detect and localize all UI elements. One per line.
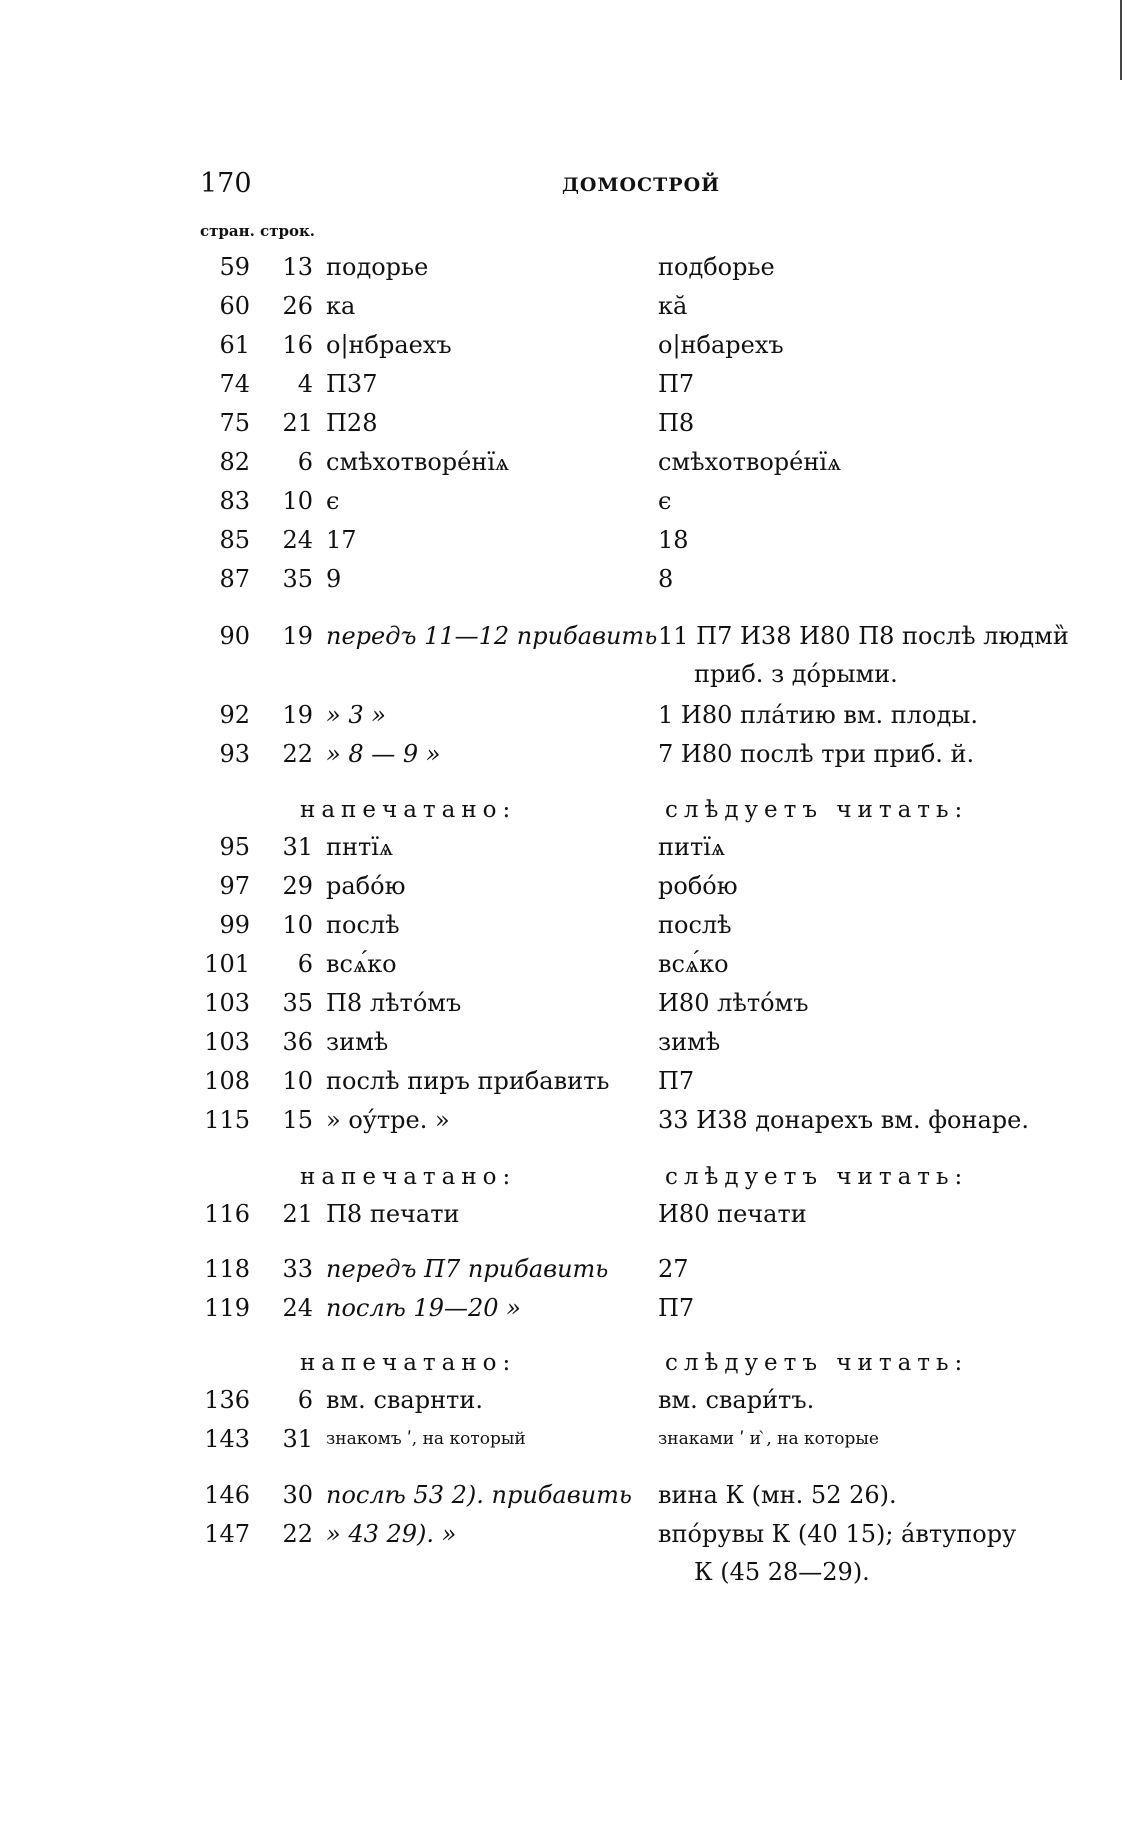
page-ref: 115 <box>204 1106 250 1134</box>
line-ref: 30 <box>282 1481 313 1509</box>
printed-text: вм. сварнти. <box>326 1386 483 1414</box>
corrected-text: впо́рувы К (40 15); а́втупору <box>658 1520 1017 1548</box>
errata-row <box>0 521 1140 559</box>
page-ref: 82 <box>219 448 250 476</box>
errata-row <box>0 560 1140 598</box>
corrected-text-continuation: приб. з до́рыми. <box>694 660 898 688</box>
page-ref: 146 <box>204 1481 250 1509</box>
line-ref: 31 <box>282 1425 313 1453</box>
line-ref: 6 <box>297 950 313 978</box>
printed-text: подорье <box>326 253 429 281</box>
page-ref: 101 <box>204 950 250 978</box>
corrected-text: зимѣ <box>658 1028 721 1056</box>
page-ref: 116 <box>204 1200 250 1228</box>
printed-text: смѣхотворе́нїѧ <box>326 448 510 476</box>
printed-text: рабо́ю <box>326 872 406 900</box>
page-ref: 59 <box>219 253 250 281</box>
line-ref: 6 <box>297 1386 313 1414</box>
corrected-text: є <box>658 487 672 515</box>
corrected-text: вм. свари́тъ. <box>658 1386 815 1414</box>
page-number: 170 <box>200 168 252 199</box>
printed-text: » оу́тре. » <box>326 1106 450 1134</box>
line-ref: 33 <box>282 1255 313 1283</box>
page-ref: 83 <box>219 487 250 515</box>
page-ref: 143 <box>204 1425 250 1453</box>
printed-column-label: напечатано: <box>300 1164 517 1190</box>
line-ref: 19 <box>282 701 313 729</box>
page-ref: 119 <box>204 1294 250 1322</box>
errata-row <box>0 287 1140 325</box>
printed-text: » 43 29). » <box>326 1520 457 1548</box>
corrected-text: П8 <box>658 409 695 437</box>
line-ref: 29 <box>282 872 313 900</box>
line-ref: 6 <box>297 448 313 476</box>
page-ref: 92 <box>219 701 250 729</box>
errata-row <box>0 945 1140 983</box>
printed-text: передъ 11—12 прибавить <box>326 622 658 650</box>
page-ref: 97 <box>219 872 250 900</box>
corrected-text: 11 П7 И38 И80 П8 послѣ людми̏ <box>658 622 1069 650</box>
printed-text: послѣ <box>326 911 400 939</box>
line-ref: 21 <box>282 409 313 437</box>
page-ref: 103 <box>204 989 250 1017</box>
line-ref: 24 <box>282 526 313 554</box>
printed-text: 17 <box>326 526 357 554</box>
page-ref: 103 <box>204 1028 250 1056</box>
line-ref: 35 <box>282 989 313 1017</box>
page-ref: 75 <box>219 409 250 437</box>
errata-row <box>0 1023 1140 1061</box>
page-ref: 61 <box>219 331 250 359</box>
line-ref: 16 <box>282 331 313 359</box>
line-ref: 31 <box>282 833 313 861</box>
page-ref: 99 <box>219 911 250 939</box>
printed-text: » 3 » <box>326 701 386 729</box>
line-ref: 10 <box>282 911 313 939</box>
printed-text: послѣ 53 2). прибавить <box>326 1481 632 1509</box>
errata-row <box>0 1420 1140 1458</box>
section-subheader <box>0 1343 1140 1383</box>
errata-row <box>0 984 1140 1022</box>
printed-text: П8 лѣто́мъ <box>326 989 462 1017</box>
line-ref: 10 <box>282 1067 313 1095</box>
page-ref: 90 <box>219 622 250 650</box>
column-header: стран. строк. <box>200 222 316 240</box>
corrected-text: 7 И80 послѣ три приб. й. <box>658 740 975 768</box>
page-ref: 108 <box>204 1067 250 1095</box>
corrected-text: И80 лѣто́мъ <box>658 989 809 1017</box>
book-title: ДОМОСТРОЙ <box>562 174 721 196</box>
line-ref: 22 <box>282 740 313 768</box>
corrected-text: 1 И80 пла́тию вм. плоды. <box>658 701 978 729</box>
corrected-text: знаками ʹ и ̀, на которые <box>658 1429 879 1449</box>
errata-row <box>0 617 1140 655</box>
errata-row <box>0 1062 1140 1100</box>
page-ref: 87 <box>219 565 250 593</box>
page-ref: 136 <box>204 1386 250 1414</box>
corrected-text: И80 печати <box>658 1200 807 1228</box>
line-ref: 36 <box>282 1028 313 1056</box>
errata-row <box>0 365 1140 403</box>
corrected-text: подборье <box>658 253 775 281</box>
printed-text: П8 печати <box>326 1200 460 1228</box>
errata-row <box>0 1515 1140 1553</box>
printed-text: зимѣ <box>326 1028 389 1056</box>
read-column-label: слѣдуетъ читать: <box>665 1350 969 1376</box>
printed-text: пнтїѧ <box>326 833 394 861</box>
corrected-text: П7 <box>658 1067 695 1095</box>
errata-row <box>0 828 1140 866</box>
printed-text: є <box>326 487 340 515</box>
line-ref: 19 <box>282 622 313 650</box>
corrected-text: 33 И38 донарехъ вм. фонаре. <box>658 1106 1029 1134</box>
scan-edge-line <box>1120 0 1122 80</box>
page-ref: 85 <box>219 526 250 554</box>
printed-column-label: напечатано: <box>300 797 517 823</box>
errata-row <box>0 1381 1140 1419</box>
printed-text: послѣ пиръ прибавить <box>326 1067 610 1095</box>
printed-text: П37 <box>326 370 378 398</box>
line-ref: 13 <box>282 253 313 281</box>
printed-text: П28 <box>326 409 378 437</box>
errata-row <box>0 1101 1140 1139</box>
errata-row <box>0 443 1140 481</box>
running-header <box>200 168 1000 208</box>
errata-row <box>0 906 1140 944</box>
corrected-text: питїѧ <box>658 833 726 861</box>
corrected-text: о|нбарехъ <box>658 331 784 359</box>
read-column-label: слѣдуетъ читать: <box>665 1164 969 1190</box>
errata-row <box>0 696 1140 734</box>
line-ref: 21 <box>282 1200 313 1228</box>
corrected-text: кӑ <box>658 292 688 320</box>
printed-text: 9 <box>326 565 342 593</box>
corrected-text: робо́ю <box>658 872 738 900</box>
errata-row <box>0 867 1140 905</box>
printed-text: ка <box>326 292 356 320</box>
errata-row <box>0 482 1140 520</box>
line-ref: 10 <box>282 487 313 515</box>
printed-text: знакомъ ʹ, на который <box>326 1429 526 1449</box>
corrected-text: всѧ́ко <box>658 950 729 978</box>
errata-row <box>0 248 1140 286</box>
line-ref: 15 <box>282 1106 313 1134</box>
errata-row <box>0 1250 1140 1288</box>
printed-text: » 8 — 9 » <box>326 740 441 768</box>
line-ref: 22 <box>282 1520 313 1548</box>
printed-text: о|нбраехъ <box>326 331 452 359</box>
errata-row <box>0 404 1140 442</box>
corrected-text-continuation: К (45 28—29). <box>694 1558 870 1586</box>
printed-text: послѣ 19—20 » <box>326 1294 521 1322</box>
read-column-label: слѣдуетъ читать: <box>665 797 969 823</box>
corrected-text: вина К (мн. 52 26). <box>658 1481 897 1509</box>
corrected-text: послѣ <box>658 911 732 939</box>
corrected-text: 8 <box>658 565 674 593</box>
errata-row <box>0 1289 1140 1327</box>
printed-text: всѧ́ко <box>326 950 397 978</box>
printed-column-label: напечатано: <box>300 1350 517 1376</box>
printed-text: передъ П7 прибавить <box>326 1255 609 1283</box>
errata-row <box>0 1195 1140 1233</box>
errata-row <box>0 1476 1140 1514</box>
section-subheader <box>0 1157 1140 1197</box>
line-ref: 24 <box>282 1294 313 1322</box>
page-ref: 118 <box>204 1255 250 1283</box>
corrected-text: П7 <box>658 1294 695 1322</box>
line-ref: 4 <box>297 370 313 398</box>
corrected-text: 27 <box>658 1255 689 1283</box>
page-ref: 74 <box>219 370 250 398</box>
page-ref: 147 <box>204 1520 250 1548</box>
errata-row <box>0 735 1140 773</box>
page-ref: 95 <box>219 833 250 861</box>
errata-row <box>0 326 1140 364</box>
corrected-text: П7 <box>658 370 695 398</box>
corrected-text: 18 <box>658 526 689 554</box>
page-ref: 93 <box>219 740 250 768</box>
line-ref: 26 <box>282 292 313 320</box>
line-ref: 35 <box>282 565 313 593</box>
page-ref: 60 <box>219 292 250 320</box>
section-subheader <box>0 790 1140 830</box>
corrected-text: смѣхотворе́нїѧ <box>658 448 842 476</box>
